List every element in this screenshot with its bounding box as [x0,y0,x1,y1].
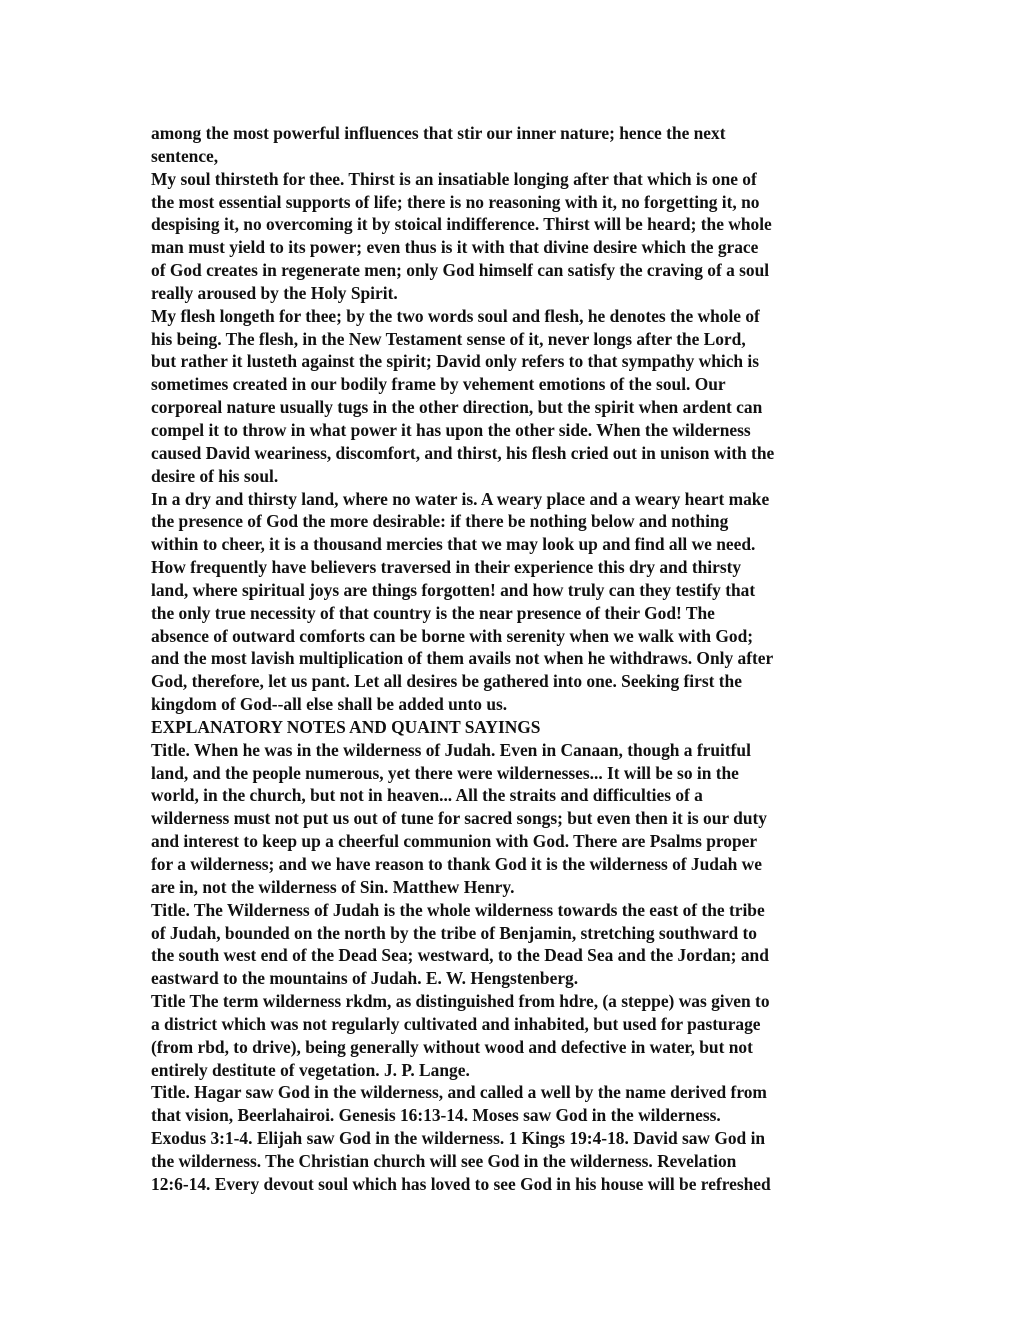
text-line: within to cheer, it is a thousand mercies that we may look up and find all we need. [151,534,756,555]
text-line: land, where spiritual joys are things forgotten! and how truly can they testify that [151,579,756,600]
text-line: eastward to the mountains of Judah. E. W. Hengstenberg. [151,968,579,989]
text-line: My soul thirsteth for thee. Thirst is an insatiable longing after that which is one of [151,168,757,189]
text-line: that vision, Beerlahairoi. Genesis 16:13-14. Moses saw God in the wilderness. [151,1105,721,1126]
text-line: despising it, no overcoming it by stoical indifference. Thirst will be heard; the whole [151,214,772,235]
text-line: are in, not the wilderness of Sin. Matthew Henry. [151,876,515,897]
text-line: Exodus 3:1-4. Elijah saw God in the wilderness. 1 Kings 19:4-18. David saw God in [151,1128,766,1149]
text-line: for a wilderness; and we have reason to thank God it is the wilderness of Judah we [151,854,762,874]
document-page [151,122,876,1196]
text-line: Title. The Wilderness of Judah is the whole wilderness towards the east of the tribe [151,899,765,920]
text-line: How frequently have believers traversed in their experience this dry and thirsty [151,557,742,578]
text-line: world, in the church, but not in heaven... All the straits and difficulties of a [151,785,703,806]
text-line: 12:6-14. Every devout soul which has loved to see God in his house will be refreshed [151,1173,771,1194]
text-line: really aroused by the Holy Spirit. [151,282,398,303]
text-line: My flesh longeth for thee; by the two words soul and flesh, he denotes the whole of [151,305,760,326]
text-line: the wilderness. The Christian church will see God in the wilderness. Revelation [151,1150,737,1171]
text-line: wilderness must not put us out of tune for sacred songs; but even then it is our duty [151,808,767,829]
text-line: and interest to keep up a cheerful communion with God. There are Psalms proper [151,831,758,852]
text-line: of Judah, bounded on the north by the tribe of Benjamin, stretching southward to [151,922,758,943]
text-line: caused David weariness, discomfort, and thirst, his flesh cried out in unison with the [151,442,775,463]
text-line: among the most powerful influences that stir our inner nature; hence the next [151,123,726,143]
text-line: a district which was not regularly cultivated and inhabited, but used for pasturage [151,1013,761,1034]
text-line: Title The term wilderness rkdm, as distinguished from hdre, (a steppe) was given to [151,991,770,1012]
text-line: God, therefore, let us pant. Let all desires be gathered into one. Seeking first the [151,671,742,692]
text-line: the south west end of the Dead Sea; westward, to the Dead Sea and the Jordan; and [151,945,769,966]
text-line: the only true necessity of that country is the near presence of their God! The [151,602,715,623]
text-line: Title. When he was in the wilderness of Judah. Even in Canaan, though a fruitful [151,739,751,760]
text-line: but rather it lusteth against the spirit; David only refers to that sympathy which is [151,351,760,372]
text-line: kingdom of God--all else shall be added unto us. [151,694,508,715]
text-line: corporeal nature usually tugs in the other direction, but the spirit when ardent can [151,397,763,418]
text-line: sentence, [151,145,219,166]
text-line: In a dry and thirsty land, where no water is. A weary place and a weary heart make [151,488,770,509]
text-line: EXPLANATORY NOTES AND QUAINT SAYINGS [151,716,541,737]
text-line: his being. The flesh, in the New Testament sense of it, never longs after the Lord, [151,328,746,349]
text-line: absence of outward comforts can be borne with serenity when we walk with God; [151,625,754,646]
text-line: sometimes created in our bodily frame by vehement emotions of the soul. Our [151,374,726,395]
text-line: the most essential supports of life; there is no reasoning with it, no forgetting it, no [151,191,760,212]
text-line: land, and the people numerous, yet there were wildernesses... It will be so in the [151,762,739,783]
text-line: and the most lavish multiplication of them avails not when he withdraws. Only after [151,648,774,669]
text-line: man must yield to its power; even thus is it with that divine desire which the grace [151,237,759,258]
text-line: entirely destitute of vegetation. J. P. Lange. [151,1059,470,1080]
text-line: the presence of God the more desirable: if there be nothing below and nothing [151,511,729,532]
text-line: (from rbd, to drive), being generally without wood and defective in water, but not [151,1036,753,1057]
text-line: of God creates in regenerate men; only God himself can satisfy the craving of a soul [151,260,770,281]
text-line: compel it to throw in what power it has upon the other side. When the wilderness [151,419,751,440]
text-line: desire of his soul. [151,465,279,486]
text-line: Title. Hagar saw God in the wilderness, and called a well by the name derived from [151,1082,767,1103]
